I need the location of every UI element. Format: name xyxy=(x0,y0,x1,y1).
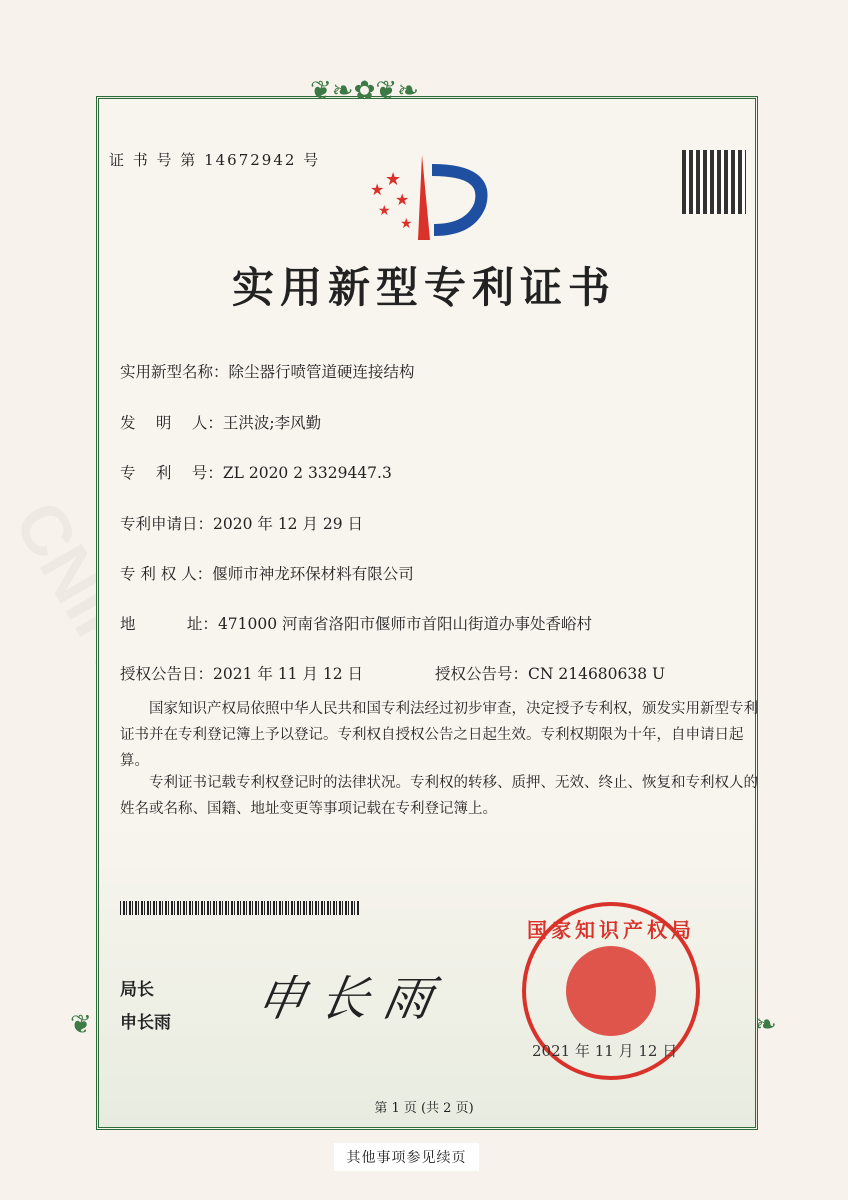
page-info: 第 1 页 (共 2 页) xyxy=(374,1101,474,1116)
field-name: 实用新型名称：除尘器行喷管道硬连接结构 xyxy=(120,363,415,381)
ornament-bottom-right: ❧ xyxy=(755,1010,777,1040)
official-seal: 国家知识产权局 xyxy=(522,902,700,1080)
director-name: 申长雨 xyxy=(120,1013,171,1033)
signature: 申 长 雨 xyxy=(252,971,437,1027)
seal-date: 2021 年 11 月 12 日 xyxy=(532,1042,678,1060)
qr-code xyxy=(682,150,746,214)
field-address: 地 址：471000 河南省洛阳市偃师市首阳山街道办事处香峪村 xyxy=(120,615,593,633)
paragraph-2: 专利证书记载专利权登记时的法律状况。专利权的转移、质押、无效、终止、恢复和专利权人的姓名或名称、国籍、地址变更等事项记载在专利登记簿上。 xyxy=(120,775,758,817)
svg-text:★: ★ xyxy=(400,216,413,232)
svg-text:★: ★ xyxy=(378,203,391,219)
continued-note: 其他事项参见续页 xyxy=(334,1143,479,1171)
field-application-date: 专利申请日：2020 年 12 月 29 日 xyxy=(120,515,364,533)
svg-text:★: ★ xyxy=(395,190,410,209)
national-emblem xyxy=(566,946,656,1036)
ornament-top: ❦❧✿❦❧ xyxy=(310,76,419,106)
field-inventor: 发 明 人：王洪波;李风勤 xyxy=(120,414,322,432)
cnipa-logo xyxy=(360,150,490,245)
ornament-bottom-left: ❦ xyxy=(70,1010,92,1040)
paragraph-1: 国家知识产权局依照中华人民共和国专利法经过初步审查，决定授予专利权，颁发实用新型专利证书并在专利登记簿上予以登记。专利权自授权公告之日起生效。专利权期限为十年，自申请日起算。 xyxy=(120,701,758,769)
field-patent-no: 专 利 号：ZL 2020 2 3329447.3 xyxy=(120,464,392,482)
field-patentee: 专 利 权 人：偃师市神龙环保材料有限公司 xyxy=(120,565,414,583)
director-title: 局长 xyxy=(120,980,154,1000)
svg-text:★: ★ xyxy=(370,180,385,199)
certificate-number: 证 书 号 第 14672942 号 xyxy=(109,151,321,169)
field-grant-no: 授权公告号：CN 214680638 U xyxy=(435,665,666,683)
field-grant-date: 授权公告日：2021 年 11 月 12 日 xyxy=(120,665,364,683)
certificate-title: 实用新型专利证书 xyxy=(231,263,616,312)
barcode xyxy=(120,901,360,915)
svg-text:★: ★ xyxy=(385,169,402,190)
